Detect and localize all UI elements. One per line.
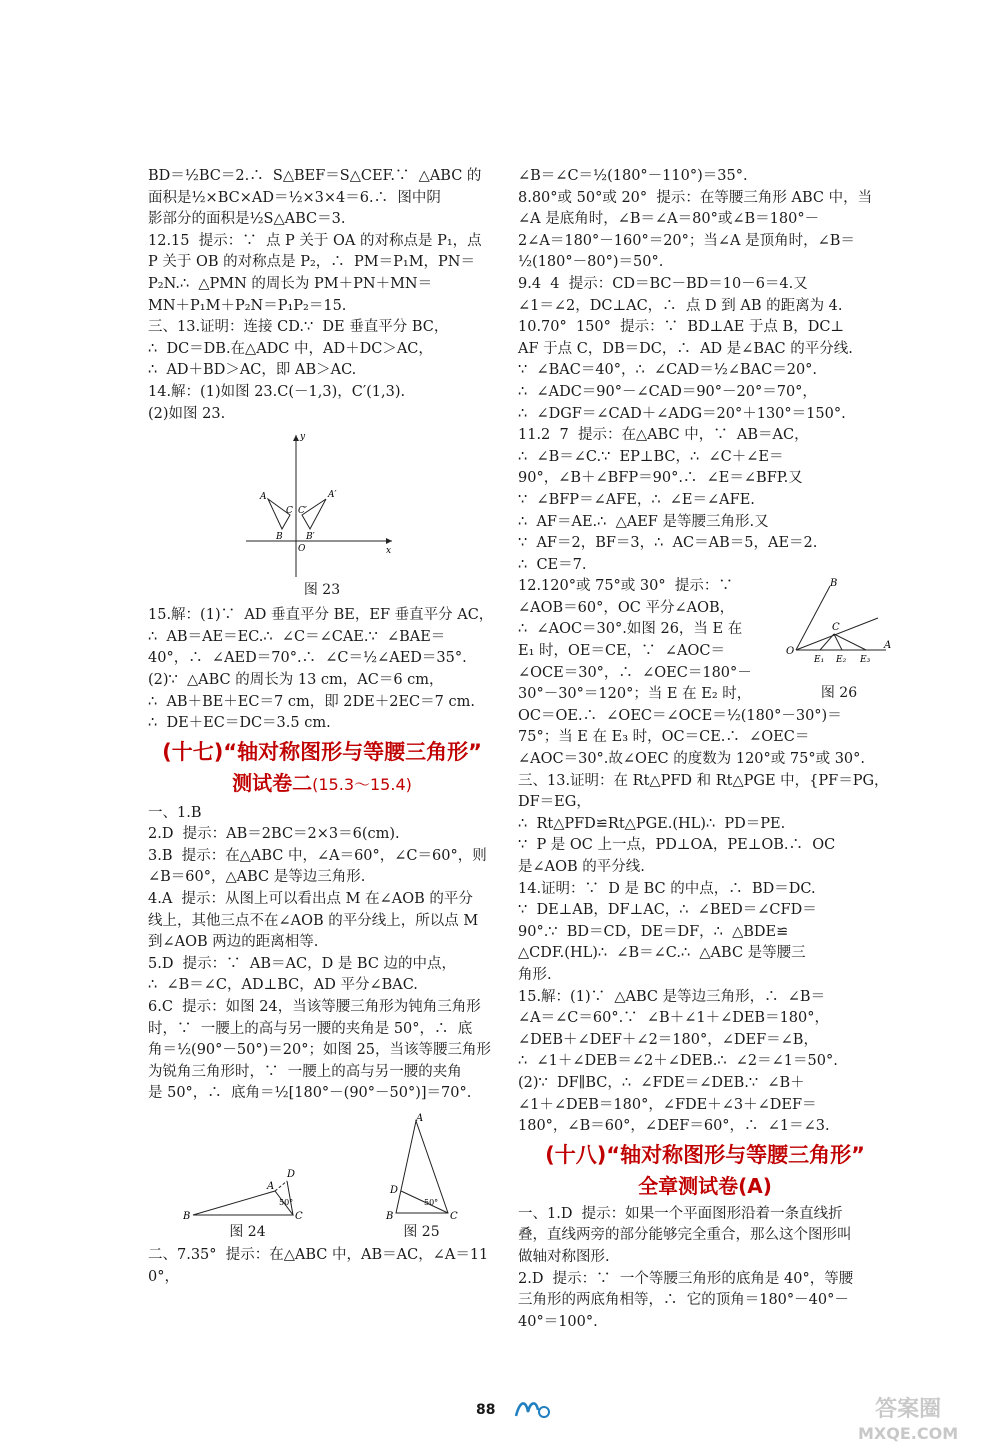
text-line: ∠B＝60°，△ABC 是等边三角形. <box>148 869 366 886</box>
text-line: 30°－30°＝120°；当 E 在 E₂ 时， <box>518 686 752 703</box>
figure-25-caption: 图 25 <box>403 1224 440 1240</box>
text-line: ∴ ∠1＋∠DEB＝∠2＋∠DEB.∴ ∠2＝∠1＝50°. <box>518 1053 838 1070</box>
fig23-label: B <box>276 532 283 543</box>
text-line: ∴ AF＝AE.∴ △AEF 是等腰三角形.又 <box>518 513 769 530</box>
figure-25 <box>382 1113 462 1241</box>
text-line: 2.D 提示：∵ 一个等腰三角形的底角是 40°，等腰 <box>518 1270 854 1287</box>
text-line: 40°，∴ ∠AED＝70°.∴ ∠C＝½∠AED＝35°. <box>148 650 467 667</box>
fig26-label: B <box>830 578 838 590</box>
text-line: 角形. <box>518 966 552 983</box>
watermark-bottom: MXQE.COM <box>858 1424 959 1443</box>
fig23-label: x <box>386 546 392 557</box>
text-line: ∠AOB＝60°，OC 平分∠AOB， <box>518 599 735 616</box>
text-line: 三、13.证明：连接 CD.∵ DE 垂直平分 BC， <box>148 319 449 336</box>
fig23-label: O <box>298 544 306 555</box>
page-number: 88 <box>476 1402 496 1418</box>
text-line: 4.A 提示：从图上可以看出点 M 在∠AOB 的平分 <box>148 891 473 908</box>
text-line: 为锐角三角形时，∵ 一腰上的高与另一腰的夹角 <box>148 1063 462 1080</box>
right-mid-text <box>518 706 892 1138</box>
fig26-label: A <box>884 640 892 652</box>
text-line: ∴ ∠AOC＝30°.如图 26，当 E 在 <box>518 621 743 638</box>
text-line: ∠1＋∠DEB＝180°，∠FDE＋∠3＋∠DEF＝ <box>518 1096 817 1113</box>
text-line: 9.4 4 提示：CD＝BC－BD＝10－6＝4.又 <box>518 275 808 292</box>
text-line: 面积是½×BC×AD＝½×3×4＝6.∴ 图中阴 <box>148 189 441 206</box>
fig25-label: C <box>449 1211 458 1222</box>
text-line: (2)如图 23. <box>148 405 226 422</box>
right-top-text <box>518 166 892 576</box>
text-line: ∵ DE⊥AB，DF⊥AC，∴ ∠BED＝∠CFD＝ <box>518 902 817 919</box>
text-line: ∵ AF＝2，BF＝3，∴ AC＝AB＝5，AE＝2. <box>518 535 818 552</box>
publisher-logo-icon <box>512 1396 552 1426</box>
text-line: 14.证明：∵ D 是 BC 的中点，∴ BD＝DC. <box>518 880 816 897</box>
text-line: ∴ ∠B＝∠C.∵ EP⊥BC，∴ ∠C＋∠E＝ <box>518 448 784 465</box>
figure-23 <box>242 429 402 579</box>
text-line: 做轴对称图形. <box>518 1248 610 1265</box>
text-line: ∠A 是底角时，∠B＝∠A＝80°或∠B＝180°－ <box>518 211 820 228</box>
fig26-label: E₁ <box>814 655 825 666</box>
left-mid-text <box>148 605 496 735</box>
text-line: ∠A＝∠C＝60°.∵ ∠B＋∠1＋∠DEB＝180°， <box>518 1010 830 1027</box>
text-line: P 关于 OB 的对称点是 P₂，∴ PM＝P₁M，PN＝ <box>148 254 475 271</box>
text-line: AF 于点 C，DB＝DC，∴ AD 是∠BAC 的平分线. <box>518 340 853 357</box>
text-line: ∵ ∠BAC＝40°，∴ ∠CAD＝½∠BAC＝20°. <box>518 362 818 379</box>
section-17-subtitle <box>148 769 496 799</box>
watermark-top: 答案圈 <box>875 1397 942 1422</box>
text-line: 线上，其他三点不在∠AOB 的平分线上，所以点 M <box>148 912 479 929</box>
text-line: 一、1.B <box>148 804 202 821</box>
text-line: ∠DEB＋∠DEF＋∠2＝180°，∠DEF＝∠B， <box>518 1031 818 1048</box>
text-line: 11.2 7 提示：在△ABC 中，∵ AB＝AC， <box>518 427 809 444</box>
left-bottom-text <box>148 803 496 1105</box>
text-line: 5.D 提示：∵ AB＝AC，D 是 BC 边的中点， <box>148 955 457 972</box>
fig25-label: D <box>389 1185 398 1196</box>
fig23-label: C′ <box>298 506 307 517</box>
text-line: ∴ DC＝DB.在△ADC 中，AD＋DC＞AC， <box>148 340 433 357</box>
q12-text <box>518 576 786 706</box>
text-line: ∠B＝∠C＝½(180°－110°)＝35°. <box>518 168 748 184</box>
figure-24 <box>183 1143 313 1241</box>
text-line: 10.70° 150° 提示：∵ BD⊥AE 于点 B，DC⊥ <box>518 319 845 336</box>
text-line: 14.解：(1)如图 23.C(－1,3)，C′(1,3). <box>148 383 406 400</box>
text-line: (2)∵ △ABC 的周长为 13 cm，AC＝6 cm， <box>148 671 444 688</box>
fig26-label: C <box>832 622 840 634</box>
text-line: ∵ ∠BFP＝∠AFE，∴ ∠E＝∠AFE. <box>518 491 755 508</box>
text-line: 75°；当 E 在 E₃ 时，OC＝CE.∴ ∠OEC＝ <box>518 729 810 746</box>
fig24-label: 50° <box>278 1198 293 1207</box>
fig25-label: B <box>385 1211 393 1222</box>
fig26-label: E₃ <box>860 655 871 666</box>
text-line: P₂N.∴ △PMN 的周长为 PM＋PN＋MN＝ <box>148 275 433 292</box>
section-17-range: (15.3～15.4) <box>312 774 412 794</box>
figure-24-caption: 图 24 <box>229 1224 266 1240</box>
text-line: ∴ AD＋BD＞AC，即 AB＞AC. <box>148 362 357 379</box>
right-column <box>518 166 892 1333</box>
fig24-label: C <box>294 1211 303 1222</box>
text-line: 90°.∵ BD＝CD，DE＝DF，∴ △BDE≌ <box>518 923 789 940</box>
text-line: 12.120°或 75°或 30° 提示：∵ <box>518 578 733 595</box>
text-line: 三角形的两底角相等，∴ 它的顶角＝180°－40°－ <box>518 1292 849 1309</box>
section-17-sub-text: 测试卷二 <box>232 770 313 795</box>
figure-23-drawing <box>242 429 402 579</box>
fig23-label: B′ <box>306 532 315 543</box>
text-line: ½(180°－80°)＝50°. <box>518 254 664 271</box>
text-line: OC＝OE.∴ ∠OEC＝∠OCE＝½(180°－30°)＝ <box>518 707 842 724</box>
text-line: 是 50°，∴ 底角＝½[180°－(90°－50°)]＝70°. <box>148 1085 472 1102</box>
text-line: MN＋P₁M＋P₂N＝P₁P₂＝15. <box>148 297 347 314</box>
left-top-text <box>148 166 496 425</box>
text-line: 8.80°或 50°或 20° 提示：在等腰三角形 ABC 中，当 <box>518 189 873 206</box>
fig25-label: A <box>415 1113 423 1124</box>
text-line: 叠，直线两旁的部分能够完全重合，那么这个图形叫 <box>518 1227 852 1244</box>
fig24-label: D <box>286 1169 295 1180</box>
text-line: ∴ CE＝7. <box>518 556 587 573</box>
right-bottom-text <box>518 1204 892 1334</box>
text-line: ∠OCE＝30°，∴ ∠OEC＝180°－ <box>518 664 752 681</box>
text-line: 90°，∠B＋∠BFP＝90°.∴ ∠E＝∠BFP.又 <box>518 470 803 487</box>
text-line: ∴ ∠ADC＝90°－∠CAD＝90°－20°＝70°， <box>518 383 817 400</box>
text-line: ∴ Rt△PFD≌Rt△PGE.(HL)∴ PD＝PE. <box>518 815 786 832</box>
text-line: ∵ P 是 OC 上一点，PD⊥OA，PE⊥OB.∴ OC <box>518 837 836 854</box>
figure-26 <box>786 576 892 706</box>
figure-26-drawing <box>786 576 892 686</box>
text-line: ∴ DE＋EC＝DC＝3.5 cm. <box>148 715 331 732</box>
text-line: 3.B 提示：在△ABC 中，∠A＝60°，∠C＝60°，则 <box>148 847 487 864</box>
section-18-title: (十八)“轴对称图形与等腰三角形” <box>545 1142 865 1167</box>
text-line: (2)∵ DF∥BC，∴ ∠FDE＝∠DEB.∵ ∠B＋ <box>518 1074 805 1091</box>
fig23-label: A′ <box>328 490 337 501</box>
text-line: 影部分的面积是½S△ABC＝3. <box>148 211 346 228</box>
text-line: △CDF.(HL)∴ ∠B＝∠C.∴ △ABC 是等腰三 <box>518 945 806 962</box>
text-line: 40°＝100°. <box>518 1313 598 1330</box>
text-line: 180°，∠B＝60°，∠DEF＝60°，∴ ∠1＝∠3. <box>518 1118 830 1135</box>
text-line: 15.解：(1)∵ △ABC 是等边三角形，∴ ∠B＝ <box>518 988 826 1005</box>
fig24-label: A <box>266 1181 274 1192</box>
text-line: ∴ AB＋BE＋EC＝7 cm，即 2DE＋2EC＝7 cm. <box>148 693 475 710</box>
text-line: 到∠AOB 两边的距离相等. <box>148 934 319 951</box>
figure-24-drawing <box>183 1143 313 1223</box>
text-line: ∠1＝∠2，DC⊥AC，∴ 点 D 到 AB 的距离为 4. <box>518 297 843 314</box>
left-column <box>148 166 496 1288</box>
figures-24-25 <box>148 1113 496 1241</box>
text-line: 12.15 提示：∵ 点 P 关于 OA 的对称点是 P₁，点 <box>148 232 482 249</box>
fig23-label: A <box>260 492 267 503</box>
text-line: 是∠AOB 的平分线. <box>518 859 645 875</box>
text-line: 2.D 提示：AB＝2BC＝2×3＝6(cm). <box>148 826 400 843</box>
text-line: 一、1.D 提示：如果一个平面图形沿着一条直线折 <box>518 1205 843 1222</box>
text-line: 2∠A＝180°－160°＝20°；当∠A 是顶角时，∠B＝ <box>518 232 855 249</box>
text-line: BD＝½BC＝2.∴ S△BEF＝S△CEF.∵ △ABC 的 <box>148 168 482 184</box>
fig24-label: B <box>182 1211 190 1222</box>
figure-23-caption: 图 23 <box>303 582 341 599</box>
fig23-label: y <box>300 432 306 443</box>
text-line: 角＝½(90°－50°)＝20°；如图 25，当该等腰三角形 <box>148 1042 492 1059</box>
text-line: ∴ ∠B＝∠C，AD⊥BC，AD 平分∠BAC. <box>148 977 418 994</box>
text-line: 6.C 提示：如图 24，当该等腰三角形为钝角三角形 <box>148 999 481 1016</box>
section-17-title: (十七)“轴对称图形与等腰三角形” <box>162 739 482 764</box>
fig23-label: C <box>286 506 293 517</box>
figure-26-caption: 图 26 <box>820 684 858 701</box>
section-18-subtitle: 全章测试卷(A) <box>638 1173 772 1198</box>
text-line: 时，∵ 一腰上的高与另一腰的夹角是 50°，∴ 底 <box>148 1020 473 1037</box>
fig26-label: O <box>786 646 795 658</box>
q12-block <box>518 576 892 706</box>
fig26-label: E₂ <box>836 655 847 666</box>
watermark <box>858 1398 958 1446</box>
text-line: 15.解：(1)∵ AD 垂直平分 BE，EF 垂直平分 AC， <box>148 607 494 624</box>
fig25-label: 50° <box>423 1198 438 1207</box>
text-line: 二、7.35° 提示：在△ABC 中，AB＝AC，∠A＝110°， <box>148 1247 489 1285</box>
figure-25-drawing <box>382 1113 462 1223</box>
text-line: 三、13.证明：在 Rt△PFD 和 Rt△PGE 中，{PF＝PG，DF＝EG， <box>518 772 889 811</box>
text-line: ∴ ∠DGF＝∠CAD＋∠ADG＝20°＋130°＝150°. <box>518 405 846 422</box>
text-line: ∠AOC＝30°.故∠OEC 的度数为 120°或 75°或 30°. <box>518 751 866 768</box>
text-line: E₁ 时，OE＝CE，∵ ∠AOC＝ <box>518 643 725 660</box>
text-line: ∴ AB＝AE＝EC.∴ ∠C＝∠CAE.∵ ∠BAE＝ <box>148 628 446 645</box>
